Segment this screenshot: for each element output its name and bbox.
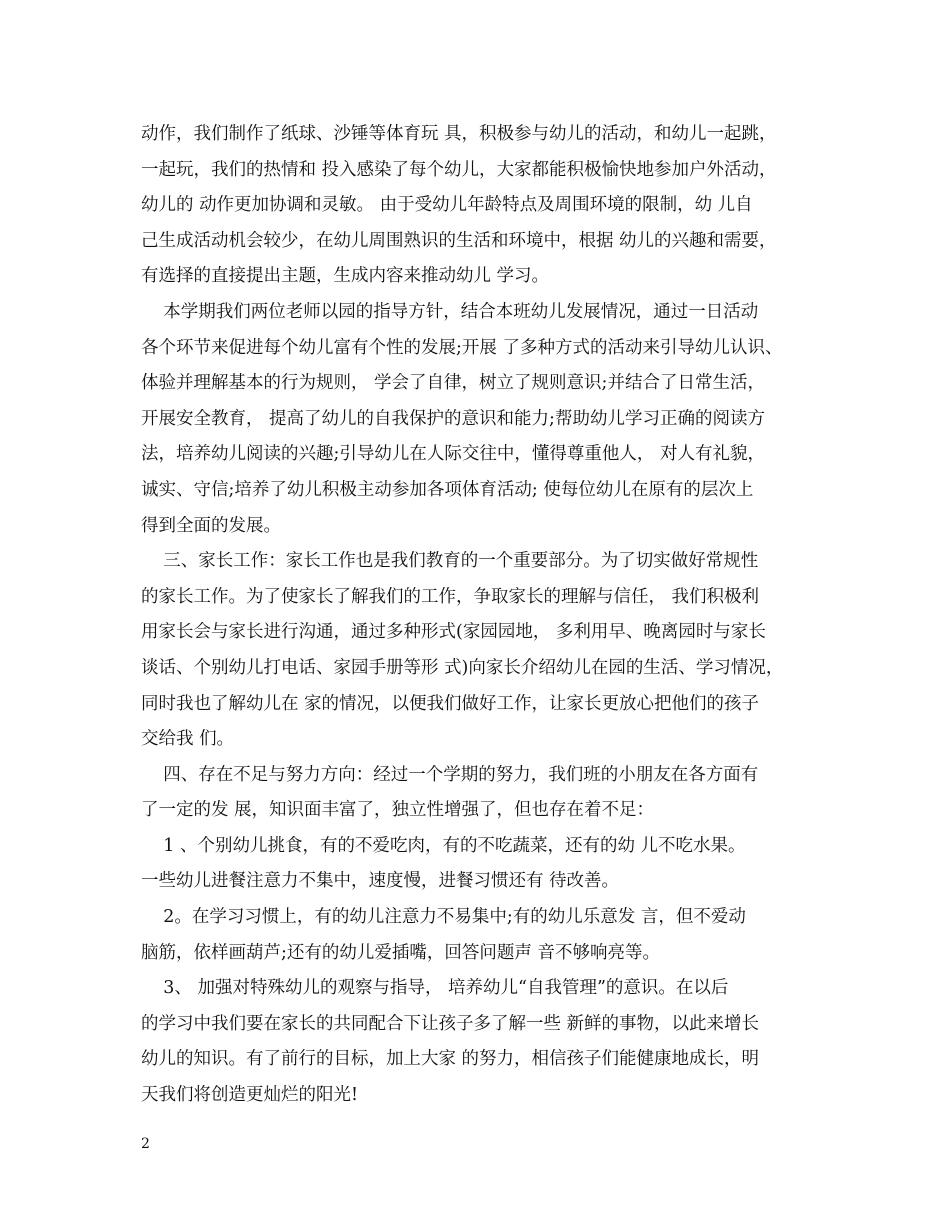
- text-line: 的家长工作。为了使家长了解我们的工作，争取家长的理解与信任， 我们积极利: [141, 586, 760, 607]
- text-line: 动作，我们制作了纸球、沙锤等体育玩 具，积极参与幼儿的活动，和幼儿一起跳，: [141, 124, 777, 144]
- text-line: 1 、个别幼儿挑食，有的不爱吃肉，有的不吃蔬菜，还有的幼 儿不吃水果。: [141, 835, 746, 856]
- text-line: 用家长会与家长进行沟通，通过多种形式(家园园地， 多利用早、晚离园时与家长: [141, 622, 766, 643]
- text-line: 有选择的直接提出主题，生成内容来推动幼儿 学习。: [141, 266, 550, 287]
- text-line: 2。在学习习惯上，有的幼儿注意力不易集中;有的幼儿乐意发 言，但不爱动: [141, 907, 746, 928]
- paragraph: [141, 900, 831, 971]
- paragraph: [141, 117, 831, 295]
- paragraph: [141, 971, 831, 1113]
- text-line: 幼儿的 动作更加协调和灵敏。 由于受幼儿年龄特点及周围环境的限制，幼 儿自: [141, 195, 753, 216]
- text-line: 交给我 们。: [141, 729, 235, 750]
- text-line: 己生成活动机会较少，在幼儿周围熟识的生活和环境中，根据 幼儿的兴趣和需要，: [141, 230, 777, 251]
- text-line: 体验并理解基本的行为规则， 学会了自律，树立了规则意识;并结合了日常生活，: [141, 373, 765, 394]
- text-line: 开展安全教育， 提高了幼儿的自我保护的意识和能力;帮助幼儿学习正确的阅读方: [141, 408, 765, 429]
- text-line: 法，培养幼儿阅读的兴趣;引导幼儿在人际交往中，懂得尊重他人， 对人有礼貌，: [141, 444, 765, 465]
- text-line: 谈话、个别幼儿打电话、家园手册等形 式)向家长介绍幼儿在园的生活、学习情况，: [141, 657, 784, 678]
- text-line: 脑筋，依样画葫芦;还有的幼儿爱插嘴，回答问题声 音不够响亮等。: [141, 942, 660, 963]
- text-line: 本学期我们两位老师以园的指导方针，结合本班幼儿发展情况，通过一日活动: [141, 301, 759, 322]
- page-number: 2: [141, 1136, 150, 1152]
- text-line: 三、家长工作：家长工作也是我们教育的一个重要部分。为了切实做好常规性: [141, 551, 759, 572]
- text-line: 了一定的发 展，知识面丰富了，独立性增强了，但也存在着不足：: [141, 800, 655, 821]
- paragraph: [141, 544, 831, 758]
- text-line: 一些幼儿进餐注意力不集中，速度慢，进餐习惯还有 待改善。: [141, 871, 620, 892]
- text-line: 得到全面的发展。: [141, 515, 281, 536]
- paragraph: [141, 758, 831, 829]
- text-line: 各个环节来促进每个幼儿富有个性的发展;开展 了多种方式的活动来引导幼儿认识、: [141, 337, 783, 358]
- text-line: 诚实、守信;培养了幼儿积极主动参加各项体育活动; 使每位幼儿在原有的层次上: [141, 479, 754, 500]
- text-line: 同时我也了解幼儿在 家的情况，以便我们做好工作，让家长更放心把他们的孩子: [141, 693, 760, 714]
- text-line: 的学习中我们要在家长的共同配合下让孩子多了解一些 新鲜的事物，以此来增长: [141, 1013, 760, 1034]
- document-body: [141, 117, 831, 1114]
- text-line: 四、存在不足与努力方向：经过一个学期的努力，我们班的小朋友在各方面有: [141, 764, 759, 785]
- paragraph: [141, 295, 831, 544]
- text-line: 天我们将创造更灿烂的阳光!: [141, 1085, 359, 1106]
- text-line: 一起玩，我们的热情和 投入感染了每个幼儿，大家都能积极愉快地参加户外活动，: [141, 159, 777, 180]
- text-line: 3、 加强对特殊幼儿的观察与指导， 培养幼儿“自我管理”的意识。在以后: [141, 978, 729, 999]
- paragraph: [141, 829, 831, 900]
- text-line: 幼儿的知识。有了前行的目标，加上大家 的努力，相信孩子们能健康地成长，明: [141, 1049, 760, 1070]
